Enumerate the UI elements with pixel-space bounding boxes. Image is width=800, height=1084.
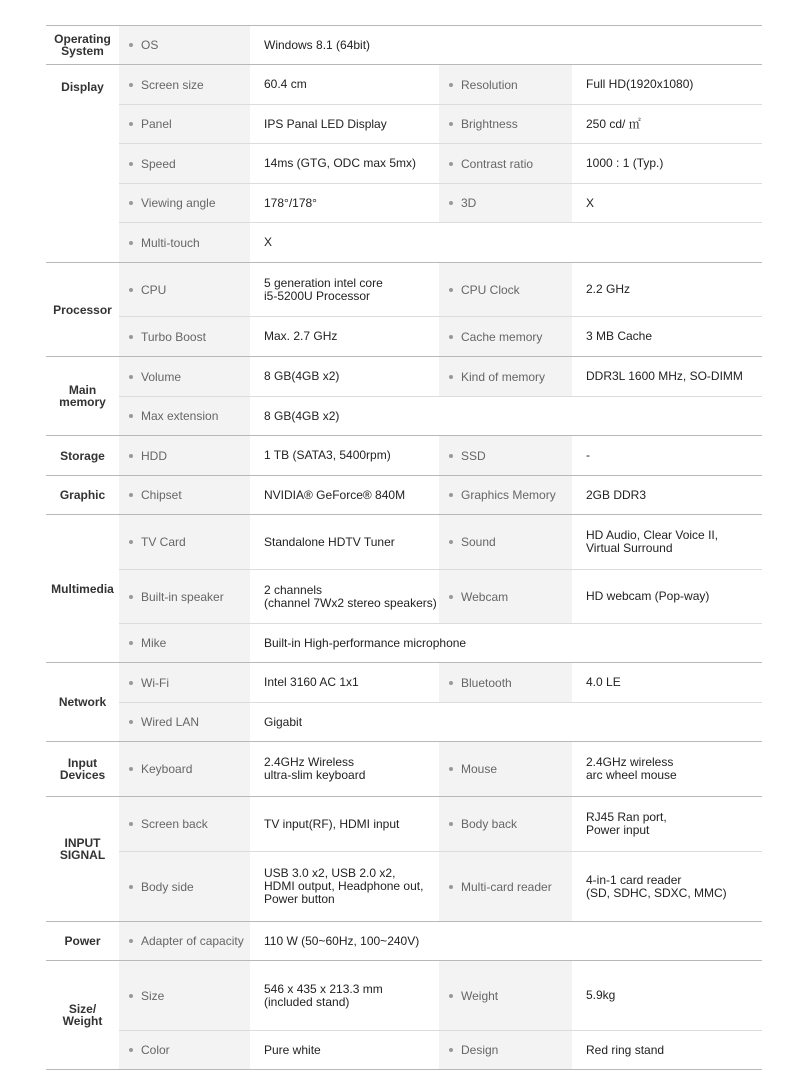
spec-value: RJ45 Ran port, Power input — [586, 810, 667, 837]
spec-label: HDD — [119, 436, 250, 475]
category-label: Multimedia — [51, 581, 114, 596]
spec-value: HD webcam (Pop-way) — [586, 589, 710, 603]
spec-label: Multi-card reader — [439, 852, 572, 921]
bullet-icon — [129, 885, 133, 889]
bullet-icon — [129, 994, 133, 998]
bullet-icon — [129, 335, 133, 339]
spec-label: Adapter of capacity — [119, 922, 250, 960]
spec-group — [46, 921, 762, 960]
spec-label: Viewing angle — [119, 184, 250, 222]
spec-label: Speed — [119, 144, 250, 183]
category-label: Main memory — [59, 383, 106, 409]
spec-value: 1 TB (SATA3, 5400rpm) — [264, 448, 391, 462]
spec-row — [119, 623, 762, 662]
bullet-icon — [129, 641, 133, 645]
bullet-icon — [449, 122, 453, 126]
bullet-icon — [129, 201, 133, 205]
spec-group — [46, 960, 762, 1070]
spec-row — [119, 515, 762, 569]
spec-value: 8 GB(4GB x2) — [264, 369, 340, 383]
spec-label: Size — [119, 961, 250, 1030]
spec-label: CPU Clock — [439, 263, 572, 316]
spec-row — [119, 396, 762, 435]
spec-value: 3 MB Cache — [586, 329, 653, 343]
spec-row — [119, 569, 762, 623]
spec-row — [119, 263, 762, 316]
bullet-icon — [449, 335, 453, 339]
spec-row — [119, 961, 762, 1030]
spec-value: 1000 : 1 (Typ.) — [586, 156, 664, 170]
bullet-icon — [449, 885, 453, 889]
spec-label: Built-in speaker — [119, 570, 250, 623]
category-label: INPUT SIGNAL — [59, 836, 106, 862]
spec-value: 4.0 LE — [586, 675, 621, 689]
spec-label: Cache memory — [439, 317, 572, 356]
spec-value: TV input(RF), HDMI input — [264, 816, 400, 831]
spec-label: Turbo Boost — [119, 317, 250, 356]
spec-label: Resolution — [439, 65, 572, 104]
category-label: Network — [58, 695, 107, 709]
spec-group — [46, 64, 762, 262]
bullet-icon — [449, 681, 453, 685]
spec-row — [119, 663, 762, 702]
bullet-icon — [129, 83, 133, 87]
spec-label: Contrast ratio — [439, 144, 572, 183]
spec-label: Mouse — [439, 742, 572, 796]
spec-row — [119, 742, 762, 796]
spec-row — [119, 922, 762, 960]
bullet-icon — [449, 540, 453, 544]
spec-label: 3D — [439, 184, 572, 222]
spec-row — [119, 1030, 762, 1069]
bullet-icon — [449, 162, 453, 166]
spec-group — [46, 356, 762, 435]
bullet-icon — [129, 493, 133, 497]
bullet-icon — [129, 595, 133, 599]
bullet-icon — [129, 43, 133, 47]
spec-value: USB 3.0 x2, USB 2.0 x2, HDMI output, Headphone out, Power button — [264, 866, 424, 906]
spec-label: Weight — [439, 961, 572, 1030]
bullet-icon — [129, 1048, 133, 1052]
spec-value: 14ms (GTG, ODC max 5mx) — [264, 156, 417, 170]
spec-label: Kind of memory — [439, 357, 572, 396]
spec-row — [119, 316, 762, 356]
bullet-icon — [449, 767, 453, 771]
bullet-icon — [449, 994, 453, 998]
category-label: Graphic — [59, 488, 106, 502]
spec-value: Full HD(1920x1080) — [586, 77, 694, 91]
spec-label: Panel — [119, 105, 250, 143]
bullet-icon — [449, 288, 453, 292]
spec-row — [119, 436, 762, 475]
spec-value: 178°/178° — [264, 195, 317, 210]
spec-label: Mike — [119, 624, 250, 662]
spec-label: Design — [439, 1031, 572, 1069]
spec-label: Body back — [439, 797, 572, 851]
spec-value: X — [264, 235, 273, 249]
spec-value: IPS Panal LED Display — [264, 116, 387, 131]
bullet-icon — [129, 454, 133, 458]
spec-row — [119, 222, 762, 262]
bullet-icon — [129, 540, 133, 544]
category-label: Display — [61, 80, 104, 94]
spec-group — [46, 514, 762, 662]
spec-row — [119, 476, 762, 514]
spec-value: 4-in-1 card reader (SD, SDHC, SDXC, MMC) — [586, 872, 727, 900]
bullet-icon — [129, 288, 133, 292]
spec-label: Color — [119, 1031, 250, 1069]
spec-group — [46, 662, 762, 741]
category-label: Input Devices — [59, 756, 106, 782]
spec-label: CPU — [119, 263, 250, 316]
spec-label: Bluetooth — [439, 663, 572, 702]
spec-row — [119, 143, 762, 183]
spec-row — [119, 104, 762, 143]
category-label: Storage — [60, 448, 105, 463]
spec-value: 2GB DDR3 — [586, 487, 647, 502]
spec-value: HD Audio, Clear Voice II, Virtual Surround — [586, 528, 719, 555]
bullet-icon — [449, 83, 453, 87]
spec-value: 8 GB(4GB x2) — [264, 408, 340, 423]
bullet-icon — [129, 822, 133, 826]
spec-group — [46, 25, 762, 64]
spec-value: 2.4GHz Wireless ultra-slim keyboard — [264, 755, 366, 782]
spec-value: Windows 8.1 (64bit) — [264, 37, 371, 52]
spec-value: Pure white — [264, 1042, 321, 1057]
spec-label: Graphics Memory — [439, 476, 572, 514]
spec-label: Wired LAN — [119, 703, 250, 741]
spec-row — [119, 851, 762, 921]
bullet-icon — [449, 822, 453, 826]
bullet-icon — [449, 201, 453, 205]
spec-table — [46, 25, 762, 1070]
spec-label: Body side — [119, 852, 250, 921]
spec-group — [46, 475, 762, 514]
category-label: Operating System — [54, 32, 111, 58]
spec-label: Brightness — [439, 105, 572, 143]
spec-row — [119, 65, 762, 104]
spec-value: Max. 2.7 GHz — [264, 329, 338, 343]
spec-value: Gigabit — [264, 714, 303, 729]
spec-label: Webcam — [439, 570, 572, 623]
spec-value: 2.4GHz wireless arc wheel mouse — [586, 755, 677, 782]
spec-label: Multi-touch — [119, 223, 250, 262]
spec-label: Screen back — [119, 797, 250, 851]
bullet-icon — [129, 414, 133, 418]
bullet-icon — [449, 595, 453, 599]
spec-group — [46, 435, 762, 475]
spec-value: Intel 3160 AC 1x1 — [264, 675, 359, 689]
spec-value: Standalone HDTV Tuner — [264, 534, 395, 549]
bullet-icon — [449, 375, 453, 379]
spec-value: 546 x 435 x 213.3 mm (included stand) — [264, 981, 383, 1009]
spec-row — [119, 357, 762, 396]
bullet-icon — [129, 375, 133, 379]
spec-value: X — [586, 195, 595, 210]
bullet-icon — [129, 767, 133, 771]
spec-group — [46, 741, 762, 796]
category-label: Processor — [53, 302, 112, 317]
spec-value: - — [586, 448, 590, 462]
bullet-icon — [129, 122, 133, 126]
spec-row — [119, 26, 762, 64]
spec-value: 5.9kg — [586, 988, 616, 1002]
spec-label: Sound — [439, 515, 572, 569]
spec-row — [119, 183, 762, 222]
bullet-icon — [129, 939, 133, 943]
bullet-icon — [129, 681, 133, 685]
spec-row — [119, 702, 762, 741]
spec-label: Max extension — [119, 397, 250, 435]
bullet-icon — [449, 1048, 453, 1052]
spec-value: Built-in High-performance microphone — [264, 635, 467, 650]
spec-value: 5 generation intel core i5-5200U Processor — [264, 275, 383, 303]
spec-label: Keyboard — [119, 742, 250, 796]
bullet-icon — [129, 162, 133, 166]
spec-value: 2.2 GHz — [586, 282, 631, 296]
spec-row — [119, 797, 762, 851]
spec-value: 110 W (50~60Hz, 100~240V) — [264, 933, 420, 948]
spec-label: Screen size — [119, 65, 250, 104]
bullet-icon — [449, 493, 453, 497]
bullet-icon — [449, 454, 453, 458]
spec-value: DDR3L 1600 MHz, SO-DIMM — [586, 369, 743, 383]
spec-value: 60.4 cm — [264, 77, 307, 91]
spec-label: OS — [119, 26, 250, 64]
spec-value: 2 channels (channel 7Wx2 stereo speakers) — [264, 582, 437, 610]
spec-label: SSD — [439, 436, 572, 475]
bullet-icon — [129, 241, 133, 245]
spec-value: 250 cd/ ㎡ — [586, 116, 641, 131]
category-label: Power — [64, 934, 101, 948]
spec-value: Red ring stand — [586, 1042, 665, 1057]
bullet-icon — [129, 720, 133, 724]
spec-label: Volume — [119, 357, 250, 396]
spec-label: Chipset — [119, 476, 250, 514]
spec-group — [46, 262, 762, 356]
spec-value: NVIDIA® GeForce® 840M — [264, 487, 406, 502]
spec-label: TV Card — [119, 515, 250, 569]
category-label: Size/ Weight — [62, 1002, 103, 1028]
spec-label: Wi-Fi — [119, 663, 250, 702]
spec-group — [46, 796, 762, 921]
